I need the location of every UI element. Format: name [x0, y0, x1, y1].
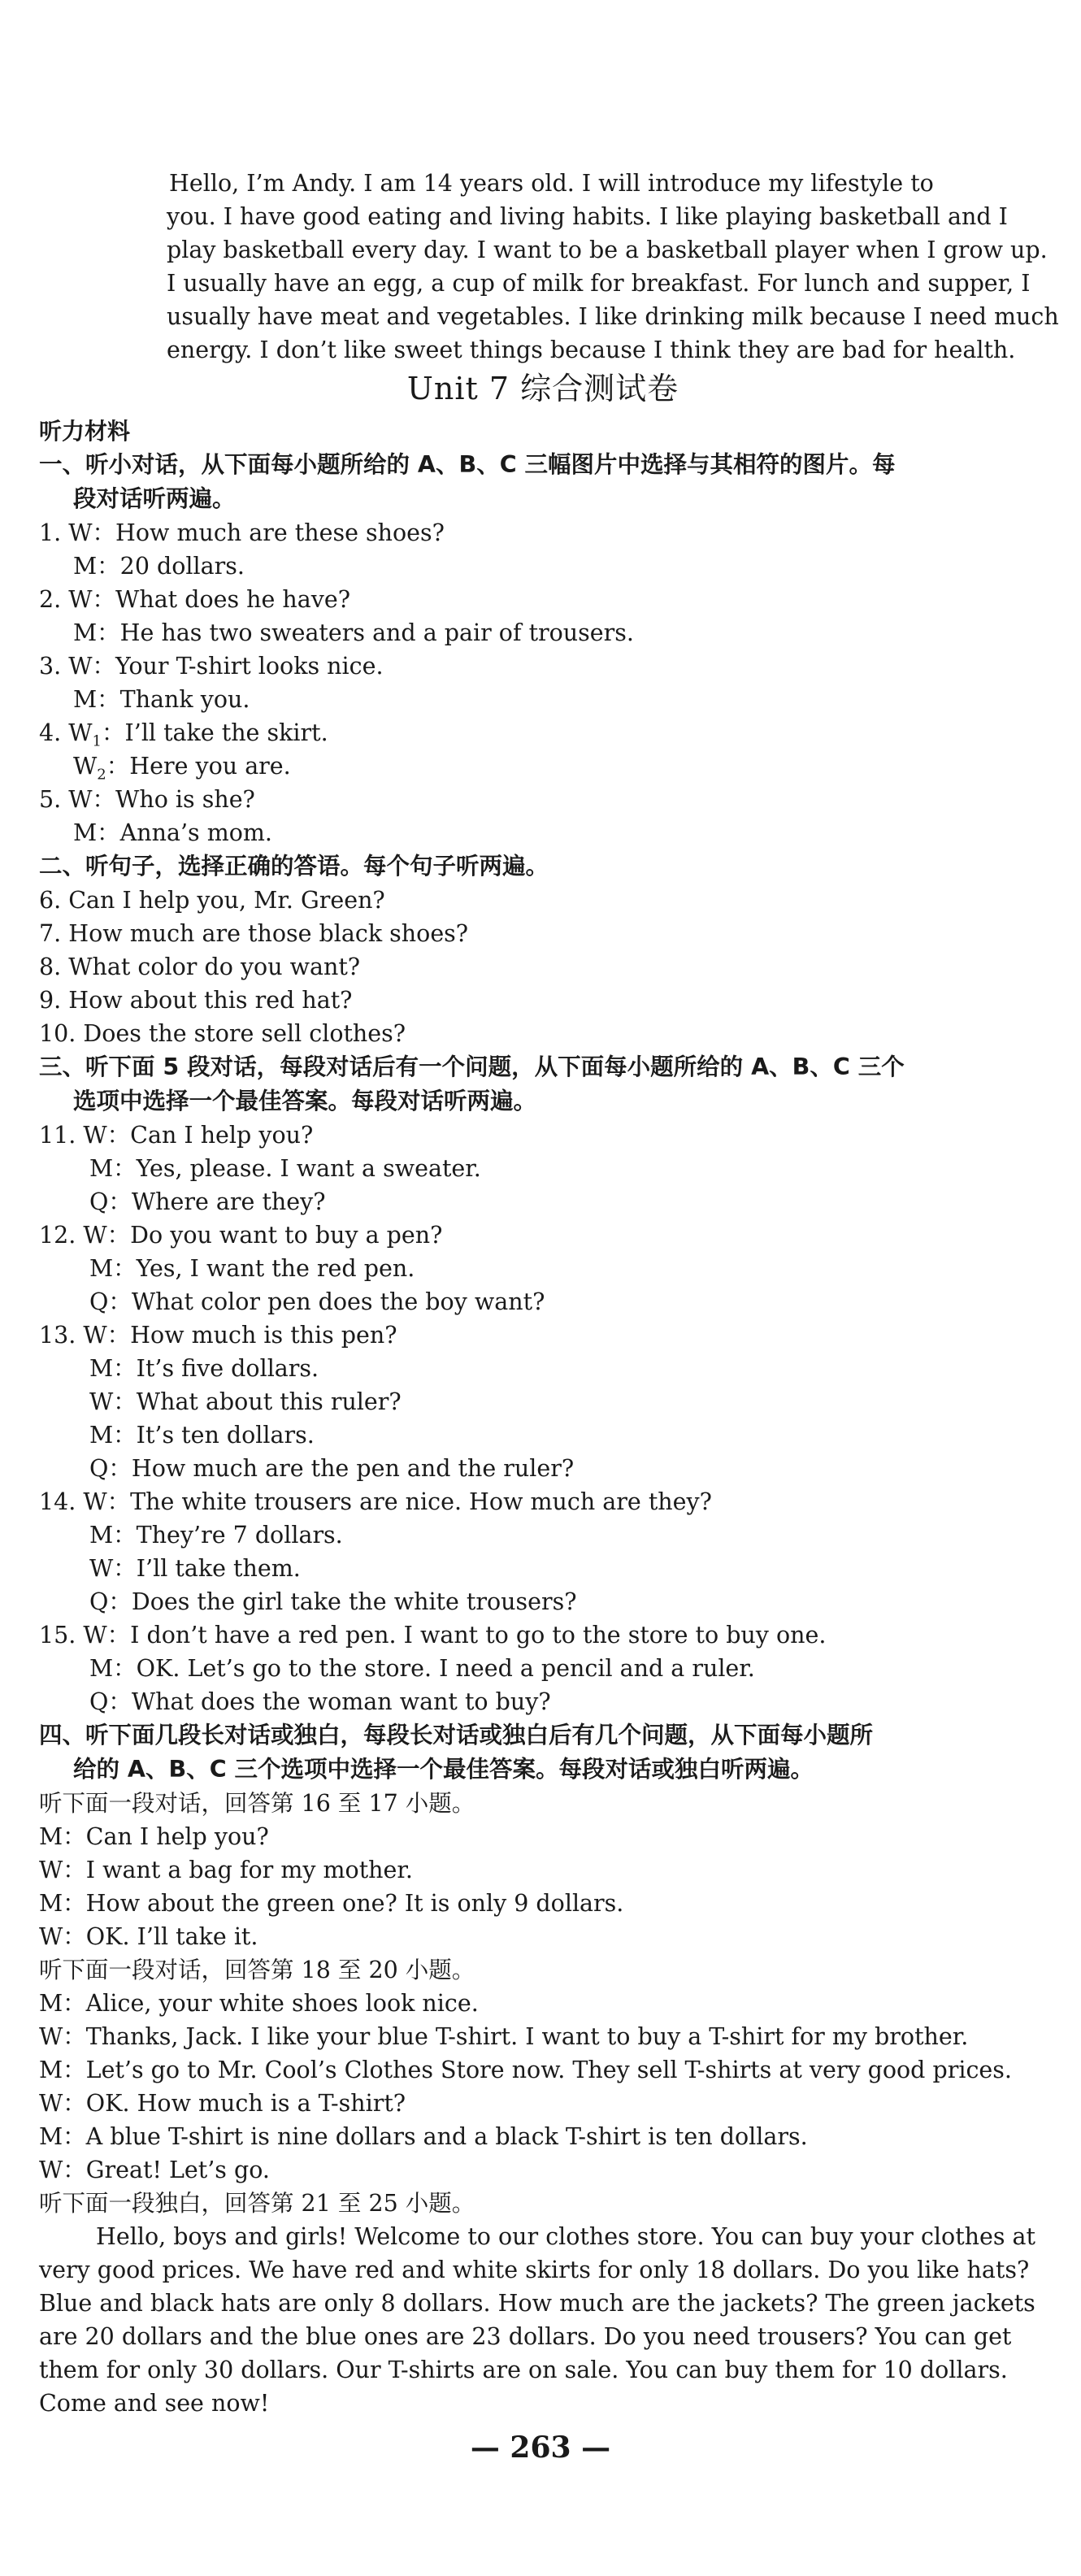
- dialogue-line: 1. W：How much are these shoes?: [39, 519, 445, 546]
- dialogue-line: M：It’s five dollars.: [89, 1355, 319, 1382]
- section-heading: 选项中选择一个最佳答案。每段对话听两遍。: [73, 1088, 537, 1114]
- unit-title: Unit 7 综合测试卷: [406, 371, 679, 406]
- dialogue-line: M：Let’s go to Mr. Cool’s Clothes Store now. They sell T-shirts at very good prices.: [39, 2057, 1012, 2083]
- monologue-line: Come and see now!: [39, 2390, 270, 2417]
- dialogue-line: M：It’s ten dollars.: [89, 1422, 315, 1449]
- dialogue-line: 13. W：How much is this pen?: [39, 1322, 397, 1349]
- dialogue-line: M：Can I help you?: [39, 1823, 269, 1850]
- dialogue-line: M：Yes, I want the red pen.: [89, 1255, 415, 1282]
- dialogue-line: M：A blue T-shirt is nine dollars and a black T-shirt is ten dollars.: [39, 2123, 808, 2150]
- dialogue-line: Q：What does the woman want to buy?: [89, 1688, 551, 1715]
- dialogue-line: 15. W：I don’t have a red pen. I want to go to the store to buy one.: [39, 1622, 827, 1649]
- dialogue-line: Q：What color pen does the boy want?: [89, 1288, 545, 1315]
- dialogue-line: 听下面一段对话，回答第 18 至 20 小题。: [39, 1957, 475, 1983]
- dialogue-line: 11. W：Can I help you?: [39, 1122, 314, 1149]
- dialogue-line: 9. How about this red hat?: [39, 987, 353, 1014]
- section-1: [39, 448, 1047, 849]
- intro-line: Hello, I’m Andy. I am 14 years old. I will introduce my lifestyle to: [169, 170, 934, 197]
- page-content: [39, 167, 1059, 2420]
- dialogue-line: 4. $W_1$：I’ll take the skirt.: [39, 719, 328, 750]
- dialogue-line: W：Great! Let’s go.: [39, 2157, 270, 2183]
- dialogue-line: Q：Does the girl take the white trousers?: [89, 1588, 577, 1615]
- intro-line: usually have meat and vegetables. I like drinking milk because I need much: [167, 303, 1059, 330]
- dialogue-line: M：Thank you.: [73, 686, 250, 713]
- section-2: [39, 849, 1047, 1050]
- dialogue-line: 5. W：Who is she?: [39, 786, 255, 813]
- dialogue-line: 12. W：Do you want to buy a pen?: [39, 1222, 443, 1249]
- monologue-line: are 20 dollars and the blue ones are 23 dollars. Do you need trousers? You can get: [39, 2323, 1012, 2350]
- section-heading: 段对话听两遍。: [73, 485, 236, 512]
- dialogue-line: 10. Does the store sell clothes?: [39, 1020, 406, 1047]
- intro-line: I usually have an egg, a cup of milk for breakfast. For lunch and supper, I: [167, 270, 1031, 297]
- dialogue-line: M：How about the green one? It is only 9 dollars.: [39, 1890, 624, 1917]
- monologue-line: Hello, boys and girls! Welcome to our clothes store. You can buy your clothes at: [96, 2223, 1036, 2250]
- section-heading: 二、听句子，选择正确的答语。每个句子听两遍。: [39, 853, 549, 880]
- section-heading: 一、听小对话，从下面每小题所给的 A、B、C 三幅图片中选择与其相符的图片。每: [39, 451, 896, 478]
- section-heading: 给的 A、B、C 三个选项中选择一个最佳答案。每段对话或独白听两遍。: [73, 1756, 814, 1783]
- dialogue-line: 听下面一段对话，回答第 16 至 17 小题。: [39, 1790, 475, 1817]
- monologue-line: Blue and black hats are only 8 dollars. How much are the jackets? The green jackets: [39, 2290, 1035, 2317]
- section-heading: 三、听下面 5 段对话，每段对话后有一个问题，从下面每小题所给的 A、B、C 三个: [39, 1053, 905, 1080]
- dialogue-line: M：Yes, please. I want a sweater.: [89, 1155, 481, 1182]
- dialogue-line: 7. How much are those black shoes?: [39, 920, 469, 947]
- dialogue-line: M：Alice, your white shoes look nice.: [39, 1990, 479, 2017]
- intro-line: play basketball every day. I want to be a basketball player when I grow up.: [167, 237, 1048, 263]
- monologue-line: very good prices. We have red and white skirts for only 18 dollars. Do you like hats?: [39, 2257, 1030, 2283]
- monologue-line: them for only 30 dollars. Our T-shirts are on sale. You can buy them for 10 dollars.: [39, 2357, 1008, 2383]
- dialogue-line: 3. W：Your T-shirt looks nice.: [39, 653, 384, 680]
- section-4: [39, 1718, 1047, 2420]
- dialogue-line: W：I’ll take them.: [89, 1555, 301, 1582]
- page-number: — 263 —: [470, 2430, 611, 2465]
- dialogue-line: 14. W：The white trousers are nice. How much are they?: [39, 1488, 712, 1515]
- dialogue-line: 6. Can I help you, Mr. Green?: [39, 887, 385, 914]
- dialogue-line: W：I want a bag for my mother.: [39, 1857, 413, 1883]
- dialogue-line: M：They’re 7 dollars.: [89, 1522, 343, 1549]
- intro-line: energy. I don’t like sweet things because I think they are bad for health.: [167, 337, 1016, 363]
- dialogue-line: W：OK. How much is a T-shirt?: [39, 2090, 406, 2117]
- dialogue-line: $W_2$：Here you are.: [73, 753, 291, 784]
- dialogue-line: 2. W：What does he have?: [39, 586, 351, 613]
- section-3: [39, 1050, 1047, 1718]
- dialogue-line: M：OK. Let’s go to the store. I need a pencil and a ruler.: [89, 1655, 755, 1682]
- dialogue-line: 8. What color do you want?: [39, 954, 361, 980]
- dialogue-line: M：20 dollars.: [73, 553, 245, 580]
- dialogue-line: M：Anna’s mom.: [73, 819, 272, 846]
- dialogue-line: 听下面一段独白，回答第 21 至 25 小题。: [39, 2190, 475, 2217]
- dialogue-line: Q：Where are they?: [89, 1188, 326, 1215]
- intro-line: you. I have good eating and living habits. I like playing basketball and I: [167, 203, 1008, 230]
- dialogue-line: W：OK. I’ll take it.: [39, 1923, 258, 1950]
- section-heading: 四、听下面几段长对话或独白，每段长对话或独白后有几个问题，从下面每小题所: [39, 1722, 874, 1748]
- dialogue-line: W：What about this ruler?: [89, 1388, 402, 1415]
- dialogue-line: W：Thanks, Jack. I like your blue T-shirt. I want to buy a T-shirt for my brother.: [39, 2023, 969, 2050]
- materials-label: 听力材料: [39, 418, 131, 445]
- dialogue-line: M：He has two sweaters and a pair of trousers.: [73, 619, 634, 646]
- intro-passage: [39, 167, 1059, 367]
- dialogue-line: Q：How much are the pen and the ruler?: [89, 1455, 575, 1482]
